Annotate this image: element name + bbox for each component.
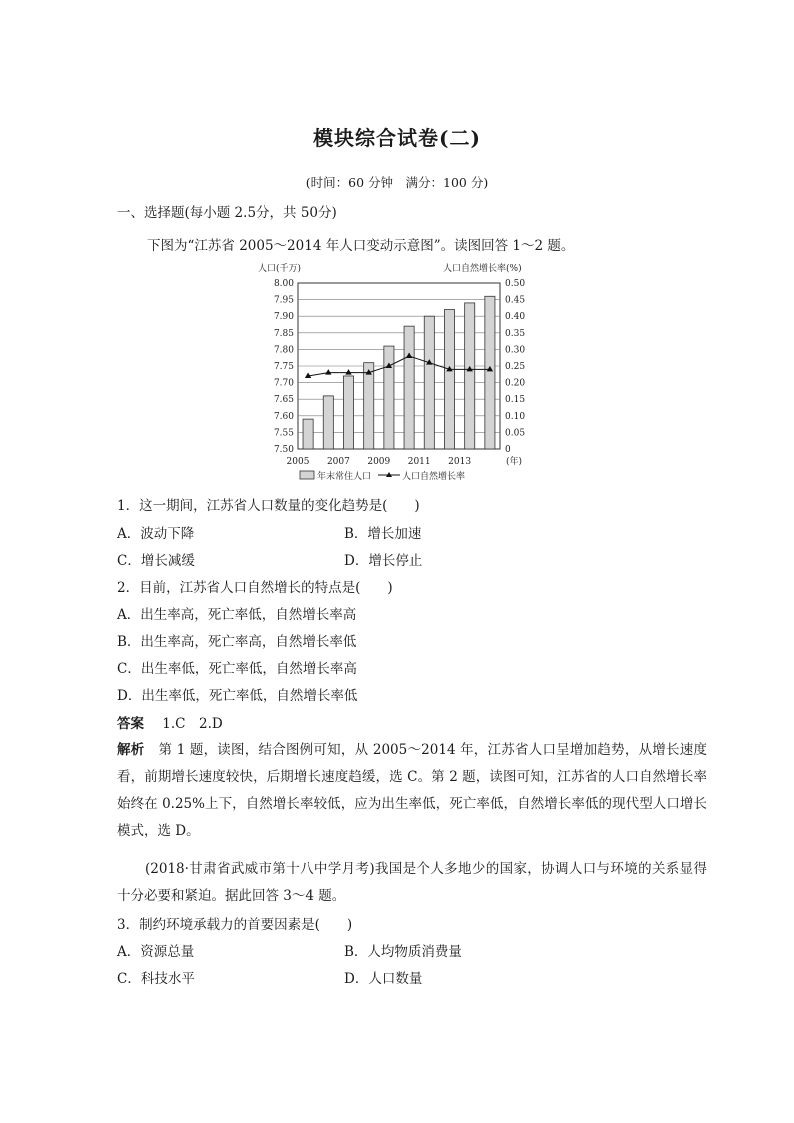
question-1-option-a[interactable]: A．波动下降 [117,526,195,542]
left-tick-label: 7.85 [273,328,294,339]
left-axis-ticks [274,279,294,455]
legend-bar-swatch [300,471,314,479]
question-1-stem: 1．这一期间，江苏省人口数量的变化趋势是( ) [117,498,420,514]
left-tick-label: 8.00 [273,279,294,289]
analysis-label: 解析 [117,742,145,758]
right-tick-label: 0.45 [505,295,526,306]
population-bar [364,363,374,449]
x-tick-label: 2011 [407,457,431,467]
exam-time-score: (时间：60 分钟 满分：100 分) [305,175,489,190]
analysis-paragraph [117,737,707,845]
right-axis-label: 人口自然增长率(%) [443,264,522,274]
question-2-option-c[interactable]: C．出生率低，死亡率低，自然增长率高 [117,661,357,677]
population-bar [323,396,333,449]
left-tick-label: 7.60 [273,411,294,422]
right-tick-label: 0.05 [505,428,526,439]
x-tick-label: 2009 [367,457,391,467]
population-bar [444,310,454,449]
chart-legend [300,470,465,482]
question-group-intro-2: (2018·甘肃省武威市第十八中学月考)我国是个人多地少的国家，协调人口与环境的关系显得十分必要和紧迫。据此回答 3～4 题。 [117,861,707,904]
legend-bar-label: 年末常住人口 [317,472,372,482]
question-group-intro: 下图为“江苏省 2005～2014 年人口变动示意图”。读图回答 1～2 题。 [147,238,575,254]
question-2-option-b[interactable]: B．出生率高，死亡率高，自然增长率低 [117,634,357,650]
section-heading: 一、选择题(每小题 2.5分，共 50分) [117,205,337,221]
question-3-option-c[interactable]: C．科技水平 [117,971,195,987]
population-bar [343,376,353,449]
right-tick-label: 0 [505,445,511,455]
left-tick-label: 7.50 [273,445,294,455]
left-tick-label: 7.95 [273,295,294,306]
left-axis-label: 人口(千万) [258,264,302,274]
right-tick-label: 0.50 [505,279,526,289]
question-1-option-d[interactable]: D．增长停止 [344,553,423,569]
population-bar [404,326,414,449]
question-3-option-d[interactable]: D．人口数量 [344,971,423,987]
population-bar [465,303,475,449]
left-tick-label: 7.75 [273,362,294,372]
right-tick-label: 0.40 [505,312,526,323]
right-tick-label: 0.20 [505,378,526,389]
growth-rate-point [345,369,351,375]
analysis-text: 第 1 题，读图，结合图例可知，从 2005～2014 年，江苏省人口呈增加趋势，从增长速度看，前期增长速度较快，后期增长速度趋缓，选 C。第 2 题，读图可知，江苏省的人口自然增长率始终在 0.25%上下，自然增长率较低，应为出生率低，死亡率低，自然增长率低的现代型人口增长模式，选 D。 [117,742,708,839]
right-tick-label: 0.15 [505,395,526,406]
left-tick-label: 7.90 [273,312,294,323]
right-tick-label: 0.30 [505,345,526,356]
right-tick-label: 0.10 [505,411,526,422]
answer-label: 答案 [117,716,144,732]
population-bar [303,419,313,449]
legend-line-label: 人口自然增长率 [402,472,466,482]
question-2-option-d[interactable]: D．出生率低，死亡率低，自然增长率低 [117,688,358,704]
question-1-option-c[interactable]: C．增长减缓 [117,553,195,569]
x-axis-unit: (年) [506,457,523,467]
x-axis-ticks [287,457,472,467]
answer-text: 1.C 2.D [162,716,223,732]
question-1-option-b[interactable]: B．增长加速 [344,526,422,542]
question-2-option-a[interactable]: A．出生率高，死亡率低，自然增长率高 [117,607,357,623]
answer-line [117,712,223,732]
population-bar [384,346,394,449]
x-tick-label: 2007 [326,457,350,467]
question-3-stem: 3．制约环境承载力的首要因素是( ) [117,917,353,933]
population-bar [424,316,434,449]
population-bar [485,296,495,449]
left-tick-label: 7.55 [273,428,294,439]
question-2-stem: 2．目前，江苏省人口自然增长的特点是( ) [117,580,393,596]
page-title: 模块综合试卷(二) [313,126,481,150]
left-tick-label: 7.65 [273,395,294,406]
left-tick-label: 7.80 [273,345,294,356]
question-3-option-a[interactable]: A．资源总量 [117,944,195,960]
x-tick-label: 2005 [286,457,310,467]
right-tick-label: 0.25 [505,362,526,372]
population-chart [250,258,540,490]
x-tick-label: 2013 [448,457,472,467]
left-tick-label: 7.70 [273,378,294,389]
question-3-option-b[interactable]: B．人均物质消费量 [344,944,462,960]
right-axis-ticks [505,279,525,455]
growth-rate-point [325,369,331,375]
right-tick-label: 0.35 [505,328,526,339]
